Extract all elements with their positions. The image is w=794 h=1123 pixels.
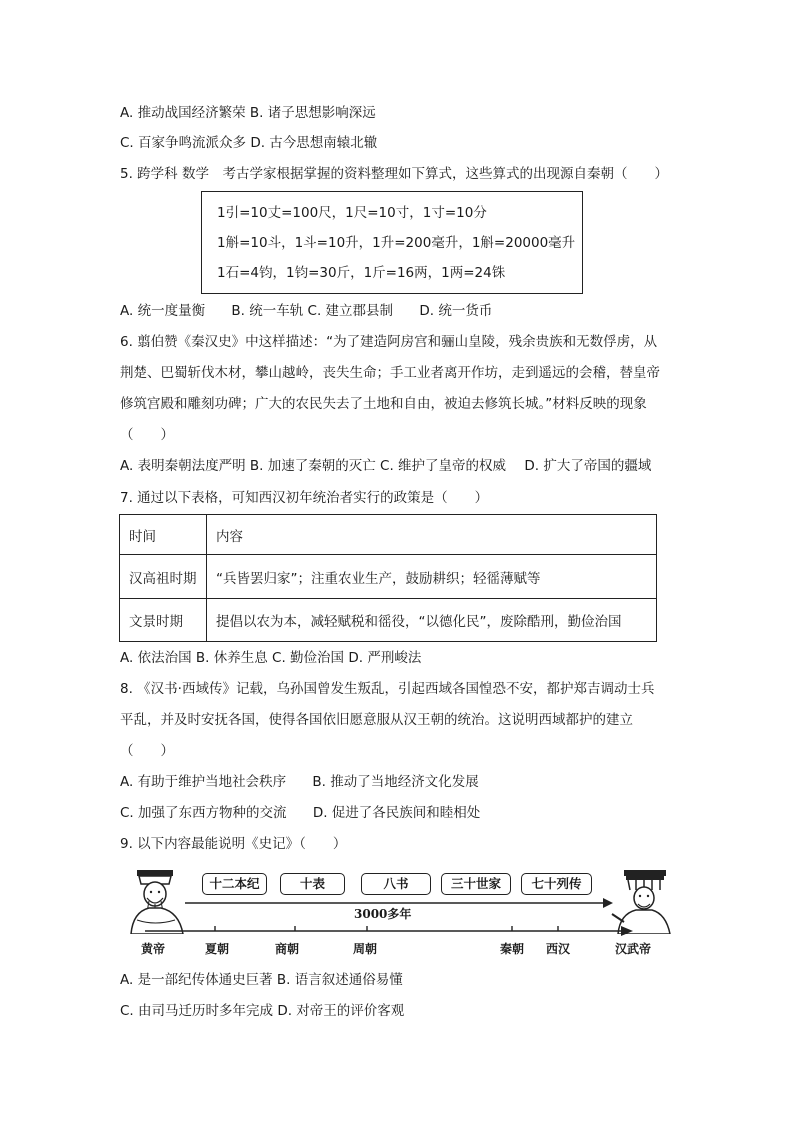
q7-options	[120, 649, 421, 667]
q7-option-b[interactable]: B. 休养生息	[195, 650, 268, 666]
q4-options-row-2	[120, 134, 377, 152]
timeline-tick-xihan: 西汉	[546, 942, 571, 956]
q7-policy-table	[119, 514, 657, 642]
q7-option-d[interactable]: D. 严刑峻法	[348, 650, 422, 666]
table-header-time: 时间	[120, 515, 207, 555]
han-wudi-portrait-icon	[610, 868, 673, 934]
q7-option-c[interactable]: C. 勤俭治国	[272, 650, 345, 666]
table-cell-content: “兵皆罢归家”；注重农业生产，鼓励耕织；轻徭薄赋等	[207, 555, 657, 599]
q4-option-a[interactable]: A. 推动战国经济繁荣	[120, 105, 246, 121]
q5-formula-box	[201, 191, 583, 294]
q4-options-row-1	[120, 104, 376, 122]
q9-stem: 9. 以下内容最能说明《史记》（ ）	[120, 836, 347, 852]
q5-option-d[interactable]: D. 统一货币	[419, 303, 493, 319]
huangdi-portrait-icon	[125, 868, 189, 934]
q9-options-row-1	[120, 971, 403, 989]
q8-options-row-1	[120, 773, 479, 791]
timeline-axis	[145, 926, 635, 936]
q8-stem-line-2: 平乱，并及时安抚各国，使得各国依旧愿意服从汉王朝的统治。这说明西域都护的建立	[120, 712, 633, 728]
q6-answer-blank: （ ）	[120, 427, 174, 443]
q5-option-a[interactable]: A. 统一度量衡	[120, 303, 206, 319]
timeline-span-label: 3000多年	[354, 907, 412, 921]
q4-option-b[interactable]: B. 诸子思想影响深远	[249, 105, 376, 121]
timeline-tick-huangdi: 黄帝	[141, 942, 166, 956]
q6-stem-line-3: 修筑宫殿和雕刻功碑；广大的农民失去了土地和自由，被迫去修筑长城。”材料反映的现象	[120, 396, 647, 412]
q8-stem-line-1: 8. 《汉书·西域传》记载，乌孙国曾发生叛乱，引起西域各国惶恐不安，都护郑吉调动士兵	[120, 681, 655, 697]
q6-option-a[interactable]: A. 表明秦朝法度严明	[120, 458, 246, 474]
q4-option-c[interactable]: C. 百家争鸣流派众多	[120, 135, 247, 151]
table-header-content: 内容	[207, 515, 657, 555]
q8-option-d[interactable]: D. 促进了各民族间和睦相处	[312, 805, 481, 821]
q5-formula-weight: 1石=4钧，1钧=30斤，1斤=16两，1两=24铢	[217, 265, 506, 281]
q8-option-a[interactable]: A. 有助于维护当地社会秩序	[120, 774, 287, 790]
q8-option-c[interactable]: C. 加强了东西方物种的交流	[120, 805, 287, 821]
q5-formula-volume: 1斛=10斗，1斗=10升，1升=200毫升，1斛=20000毫升	[217, 235, 576, 251]
timeline-tick-han-wudi: 汉武帝	[615, 942, 652, 956]
q9-options-row-2	[120, 1002, 404, 1020]
q6-option-d[interactable]: D. 扩大了帝国的疆域	[524, 458, 652, 474]
q9-option-a[interactable]: A. 是一部纪传体通史巨著	[120, 972, 273, 988]
table-cell-period: 文景时期	[120, 599, 207, 642]
table-row	[120, 555, 657, 599]
timeline-tick-xia: 夏朝	[205, 942, 230, 956]
timeline-box-benji: 十二本纪	[202, 873, 267, 895]
q9-option-d[interactable]: D. 对帝王的评价客观	[277, 1003, 405, 1019]
q9-timeline-figure	[125, 864, 673, 964]
q4-option-d[interactable]: D. 古今思想南辕北辙	[250, 135, 378, 151]
q9-option-b[interactable]: B. 语言叙述通俗易懂	[276, 972, 403, 988]
q9-option-c[interactable]: C. 由司马迁历时多年完成	[120, 1003, 274, 1019]
q6-stem-line-2: 荆楚、巴蜀斩伐木材，攀山越岭，丧失生命；手工业者离开作坊，走到遥远的会稽，替皇帝	[120, 365, 660, 381]
timeline-box-biao: 十表	[280, 873, 345, 895]
q6-stem-line-1: 6. 翦伯赞《秦汉史》中这样描述：“为了建造阿房宫和骊山皇陵，残余贵族和无数俘虏，从	[120, 334, 658, 350]
q6-option-b[interactable]: B. 加速了秦朝的灭亡	[249, 458, 376, 474]
q5-stem: 5. 跨学科 数学 考古学家根据掌握的资料整理如下算式，这些算式的出现源自秦朝（ ）	[120, 166, 668, 182]
timeline-box-shijia: 三十世家	[441, 873, 511, 895]
q5-option-c[interactable]: C. 建立郡县制	[307, 303, 394, 319]
table-header-row	[120, 515, 657, 555]
q5-option-b[interactable]: B. 统一车轨	[231, 303, 304, 319]
q5-options	[120, 302, 492, 320]
timeline-tick-zhou: 周朝	[353, 942, 378, 956]
q7-stem: 7. 通过以下表格，可知西汉初年统治者实行的政策是（ ）	[120, 490, 489, 506]
q7-option-a[interactable]: A. 依法治国	[120, 650, 192, 666]
timeline-box-shu: 八书	[361, 873, 431, 895]
timeline-box-liezhuan: 七十列传	[521, 873, 592, 895]
table-cell-period: 汉高祖时期	[120, 555, 207, 599]
q8-answer-blank: （ ）	[120, 743, 174, 759]
q6-options	[120, 457, 651, 475]
q8-option-b[interactable]: B. 推动了当地经济文化发展	[312, 774, 479, 790]
table-cell-content: 提倡以农为本，减轻赋税和徭役，“以德化民”，废除酷刑，勤俭治国	[207, 599, 657, 642]
q8-options-row-2	[120, 804, 480, 822]
q6-option-c[interactable]: C. 维护了皇帝的权威	[380, 458, 507, 474]
timeline-tick-qin: 秦朝	[500, 942, 525, 956]
q5-formula-length: 1引=10丈=100尺，1尺=10寸，1寸=10分	[217, 205, 487, 221]
timeline-tick-shang: 商朝	[275, 942, 300, 956]
table-row	[120, 599, 657, 642]
